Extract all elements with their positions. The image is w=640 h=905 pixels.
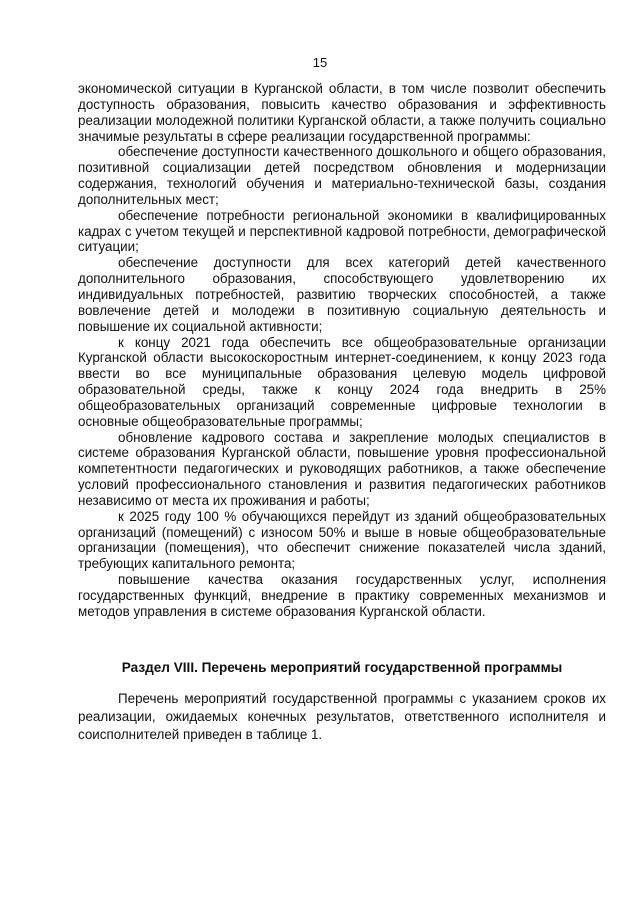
paragraph-item: повышение качества оказания государственных услуг, исполнения государственных функций, внедрение в практику современных механизмов и методов управления в системе образования Курганской области.	[78, 572, 606, 619]
paragraph-intro: экономической ситуации в Курганской области, в том числе позволит обеспечить доступность образования, повысить качество образования и эффективность реализации молодежной политики Курганской области, а также получить социально значимые результаты в сфере реализации государственной программы:	[78, 81, 606, 144]
page-number: 15	[312, 55, 328, 70]
paragraph-item: к концу 2021 года обеспечить все общеобразовательные организации Курганской области высокоскоростным интернет-соединением, к концу 2023 года ввести во все муниципальные образования целевую модель цифровой образовательной среды, также к концу 2024 года внедрить в 25% общеобразовательных организаций современные цифровые технологии в основные общеобразовательные программы;	[78, 334, 606, 429]
closing-paragraph: Перечень мероприятий государственной программы с указанием сроков их реализации, ожидаемых конечных результатов, ответственного исполнителя и соисполнителей приведен в таблице 1.	[78, 691, 606, 742]
closing-text	[78, 690, 606, 744]
paragraph-item: обеспечение доступности качественного дошкольного и общего образования, позитивной социализации детей посредством обновления и модернизации содержания, технологий обучения и материально-технической базы, создания дополнительных мест;	[78, 144, 606, 207]
body-text	[78, 81, 606, 620]
paragraph-item: обновление кадрового состава и закрепление молодых специалистов в системе образования Курганской области, повышение уровня профессиональной компетентности педагогических и руководящих работников, а также обеспечение условий профессионального становления и развития педагогических работников независимо от места их проживания и работы;	[78, 429, 606, 508]
paragraph-item: обеспечение доступности для всех категорий детей качественного дополнительного образования, способствующего удовлетворению их индивидуальных потребностей, развитию творческих способностей, а также вовлечение детей и молодежи в позитивную социальную деятельность и повышение их социальной активности;	[78, 255, 606, 334]
section-heading: Раздел VIII. Перечень мероприятий государственной программы	[121, 660, 563, 675]
paragraph-item: к 2025 году 100 % обучающихся перейдут из зданий общеобразовательных организаций (помещений) с износом 50% и выше в новые общеобразовательные организации (помещения), что обеспечит снижение показателей числа зданий, требующих капитального ремонта;	[78, 508, 606, 572]
paragraph-item: обеспечение потребности региональной экономики в квалифицированных кадрах с учетом текущей и перспективной кадровой потребности, демографической ситуации;	[78, 207, 606, 255]
